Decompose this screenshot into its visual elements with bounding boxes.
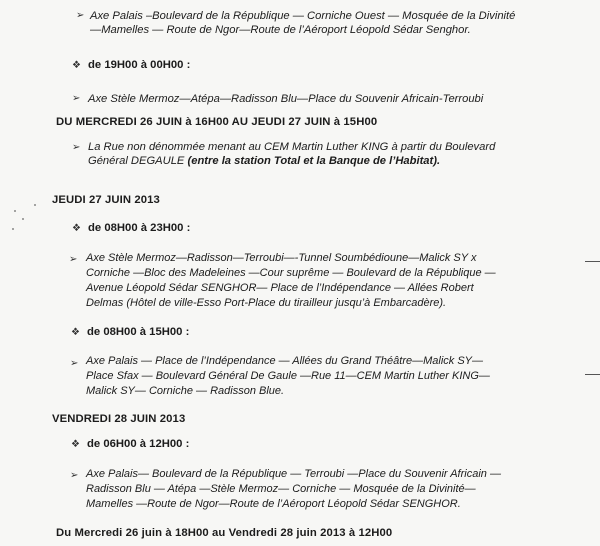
date-heading: VENDREDI 28 JUIN 2013 [52,413,186,425]
time-range: de 08H00 à 15H00 : [87,326,190,338]
scan-speck [14,210,16,212]
route-line: Axe Stèle Mermoz—Radisson—Terroubi—-Tunnel Soumbédioune—Malick SY x [86,252,477,264]
route-line: Place Sfax — Boulevard Général De Gaule —Rue 11—CEM Martin Luther KING— [86,370,490,382]
time-range: de 19H00 à 00H00 : [88,59,191,71]
route-line: Malick SY— Corniche — Radisson Blue. [86,385,285,397]
scan-speck [22,218,24,220]
route-line: Avenue Léopold Sédar SENGHOR— Place de l’Indépendance — Allées Robert [86,282,474,294]
arrow-bullet-icon: ➢ [76,10,85,21]
date-heading: JEUDI 27 JUIN 2013 [52,194,160,206]
route-text: Général DEGAULE [88,155,188,167]
diamond-bullet-icon: ❖ [71,439,80,450]
diamond-bullet-icon: ❖ [71,327,80,338]
margin-mark [585,374,600,375]
scan-speck [12,228,14,230]
arrow-bullet-icon: ➢ [70,358,79,369]
scan-speck [34,204,36,206]
route-line: —Mamelles — Route de Ngor—Route de l’Aéroport Léopold Sédar Senghor. [90,24,471,36]
route-line: Axe Stèle Mermoz—Atépa—Radisson Blu—Place du Souvenir Africain-Terroubi [88,93,484,105]
route-line: Axe Palais –Boulevard de la République — Corniche Ouest — Mosquée de la Divinité [90,10,516,22]
route-item [86,354,490,399]
arrow-bullet-icon: ➢ [72,93,81,104]
time-range: de 08H00 à 23H00 : [88,222,191,234]
route-item [90,9,515,37]
route-text-bold: (entre la station Total et la Banque de l’Habitat). [187,155,441,167]
route-line: Axe Palais — Place de l’Indépendance — Allées du Grand Théâtre—Malick SY— [86,355,484,367]
time-range: de 06H00 à 12H00 : [87,438,190,450]
date-heading: Du Mercredi 26 juin à 18H00 au Vendredi 28 juin 2013 à 12H00 [56,527,393,539]
diamond-bullet-icon: ❖ [72,60,81,71]
arrow-bullet-icon: ➢ [69,254,78,265]
diamond-bullet-icon: ❖ [72,223,81,234]
route-item [86,467,501,512]
route-item [88,92,483,106]
date-heading: DU MERCREDI 26 JUIN à 16H00 AU JEUDI 27 JUIN à 15H00 [56,116,378,128]
route-line: Axe Palais— Boulevard de la République — Terroubi —Place du Souvenir Africain — [86,468,501,480]
route-line: Delmas (Hôtel de ville-Esso Port-Place du tirailleur jusqu’à Embarcadère). [86,297,447,309]
arrow-bullet-icon: ➢ [70,470,79,481]
arrow-bullet-icon: ➢ [72,142,81,153]
route-line: La Rue non dénommée menant au CEM Martin Luther KING à partir du Boulevard [88,141,496,153]
margin-mark [585,261,600,262]
route-item [88,140,495,168]
route-line: Corniche —Bloc des Madeleines —Cour suprême — Boulevard de la République — [86,267,496,279]
route-item [86,251,496,311]
route-line: Radisson Blu — Atépa —Stèle Mermoz— Corniche — Mosquée de la Divinité— [86,483,476,495]
route-line: Mamelles —Route de Ngor—Route de l’Aéroport Léopold Sédar SENGHOR. [86,498,461,510]
route-line [88,154,495,168]
